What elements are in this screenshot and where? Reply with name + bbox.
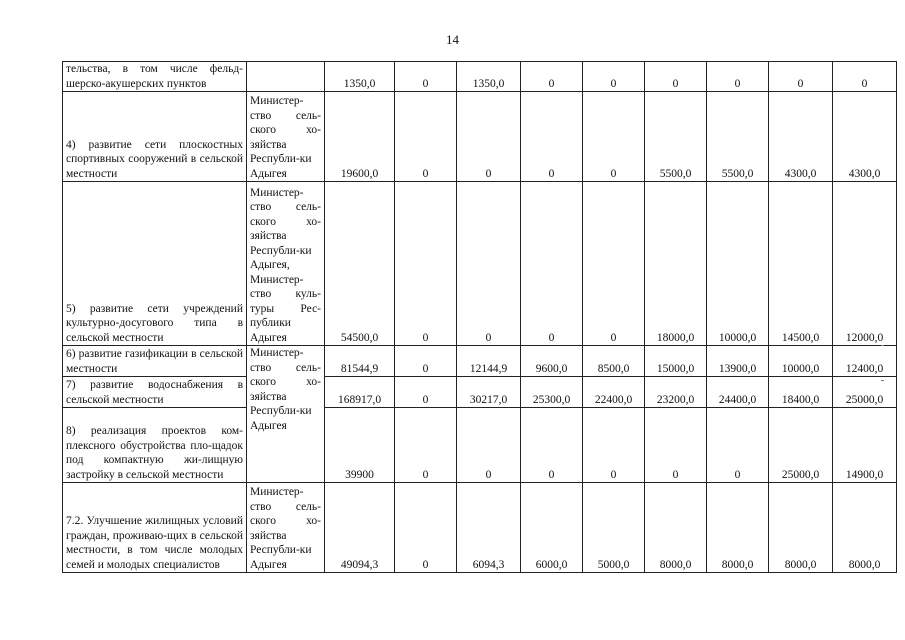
value-cell: 0 xyxy=(395,62,457,92)
scan-mark xyxy=(881,345,884,346)
value-total: 49094,3 xyxy=(325,483,395,573)
activity-description: 7.2. Улучшение жилищных условий граждан, проживаю-щих в сельской местности, в том числе молодых семей и молодых специалистов xyxy=(63,483,247,573)
value-cell: 14900,0 xyxy=(833,408,897,483)
value-cell: 12400,0 xyxy=(833,346,897,377)
value-cell: 8000,0 xyxy=(645,483,707,573)
value-cell: 0 xyxy=(521,408,583,483)
value-cell: 0 xyxy=(645,408,707,483)
table-row xyxy=(63,92,897,182)
value-cell: 0 xyxy=(457,92,521,182)
value-cell: 0 xyxy=(833,62,897,92)
value-cell: 25000,0 xyxy=(833,377,897,408)
value-cell: 24400,0 xyxy=(707,377,769,408)
value-cell: 23200,0 xyxy=(645,377,707,408)
value-cell: 18000,0 xyxy=(645,182,707,346)
activity-description: тельства, в том числе фельд-шерско-акушерских пунктов xyxy=(63,62,247,92)
value-cell: 0 xyxy=(583,62,645,92)
value-cell: 8000,0 xyxy=(769,483,833,573)
value-cell: 0 xyxy=(521,62,583,92)
value-cell: 15000,0 xyxy=(645,346,707,377)
value-cell: 0 xyxy=(583,182,645,346)
value-cell: 0 xyxy=(457,182,521,346)
table-row xyxy=(63,182,897,346)
table-row xyxy=(63,62,897,92)
value-cell: 0 xyxy=(395,408,457,483)
value-cell: 0 xyxy=(583,408,645,483)
value-cell: 0 xyxy=(395,377,457,408)
budget-table xyxy=(62,61,897,573)
value-cell: 0 xyxy=(583,92,645,182)
value-cell: 0 xyxy=(395,346,457,377)
value-cell: 25300,0 xyxy=(521,377,583,408)
executor-cell: Министер-ство сель-ского хо-зяйства Республи-ки Адыгея xyxy=(247,346,325,483)
value-cell: 0 xyxy=(395,483,457,573)
activity-description: 7) развитие водоснабжения в сельской местности xyxy=(63,377,247,408)
value-cell: 0 xyxy=(521,92,583,182)
value-cell: 9600,0 xyxy=(521,346,583,377)
value-cell: 5000,0 xyxy=(583,483,645,573)
value-cell: 12144,9 xyxy=(457,346,521,377)
value-cell: 14500,0 xyxy=(769,182,833,346)
activity-description: 4) развитие сети плоскостных спортивных сооружений в сельской местности xyxy=(63,92,247,182)
value-total: 168917,0 xyxy=(325,377,395,408)
table-row xyxy=(63,346,897,377)
value-cell: 13900,0 xyxy=(707,346,769,377)
value-cell: 0 xyxy=(395,182,457,346)
activity-description: 6) развитие газификации в сельской местности xyxy=(63,346,247,377)
value-cell: 1350,0 xyxy=(457,62,521,92)
value-cell: 0 xyxy=(457,408,521,483)
value-cell: 10000,0 xyxy=(769,346,833,377)
value-cell: 30217,0 xyxy=(457,377,521,408)
value-cell: 0 xyxy=(707,408,769,483)
table-row xyxy=(63,377,897,408)
scan-mark xyxy=(881,380,884,381)
value-cell: 0 xyxy=(769,62,833,92)
value-cell: 10000,0 xyxy=(707,182,769,346)
page-number: 14 xyxy=(446,32,459,47)
value-cell: 0 xyxy=(645,62,707,92)
activity-description: 8) реализация проектов ком-плексного обустройства пло-щадок под компактную жи-лищную застройку в сельской местности xyxy=(63,408,247,483)
value-total: 81544,9 xyxy=(325,346,395,377)
value-cell: 4300,0 xyxy=(833,92,897,182)
executor-cell: Министер-ство сель-ского хо-зяйства Республи-ки Адыгея xyxy=(247,483,325,573)
value-cell: 0 xyxy=(521,182,583,346)
value-cell: 0 xyxy=(707,62,769,92)
value-cell: 6094,3 xyxy=(457,483,521,573)
value-cell: 8500,0 xyxy=(583,346,645,377)
value-cell: 25000,0 xyxy=(769,408,833,483)
executor-cell xyxy=(247,62,325,92)
value-cell: 5500,0 xyxy=(707,92,769,182)
value-cell: 4300,0 xyxy=(769,92,833,182)
value-cell: 6000,0 xyxy=(521,483,583,573)
value-cell: 8000,0 xyxy=(707,483,769,573)
value-total: 1350,0 xyxy=(325,62,395,92)
value-cell: 8000,0 xyxy=(833,483,897,573)
activity-description: 5) развитие сети учреждений культурно-досугового типа в сельской местности xyxy=(63,182,247,346)
value-cell: 5500,0 xyxy=(645,92,707,182)
value-total: 39900 xyxy=(325,408,395,483)
value-cell: 12000,0 xyxy=(833,182,897,346)
value-cell: 22400,0 xyxy=(583,377,645,408)
value-total: 19600,0 xyxy=(325,92,395,182)
table-row xyxy=(63,408,897,483)
value-total: 54500,0 xyxy=(325,182,395,346)
value-cell: 0 xyxy=(395,92,457,182)
executor-cell: Министер-ство сель-ского хо-зяйства Республи-ки Адыгея, Министер-ство куль-туры Рес-публики Адыгея xyxy=(247,182,325,346)
executor-cell: Министер-ство сель-ского хо-зяйства Республи-ки Адыгея xyxy=(247,92,325,182)
table-row xyxy=(63,483,897,573)
value-cell: 18400,0 xyxy=(769,377,833,408)
